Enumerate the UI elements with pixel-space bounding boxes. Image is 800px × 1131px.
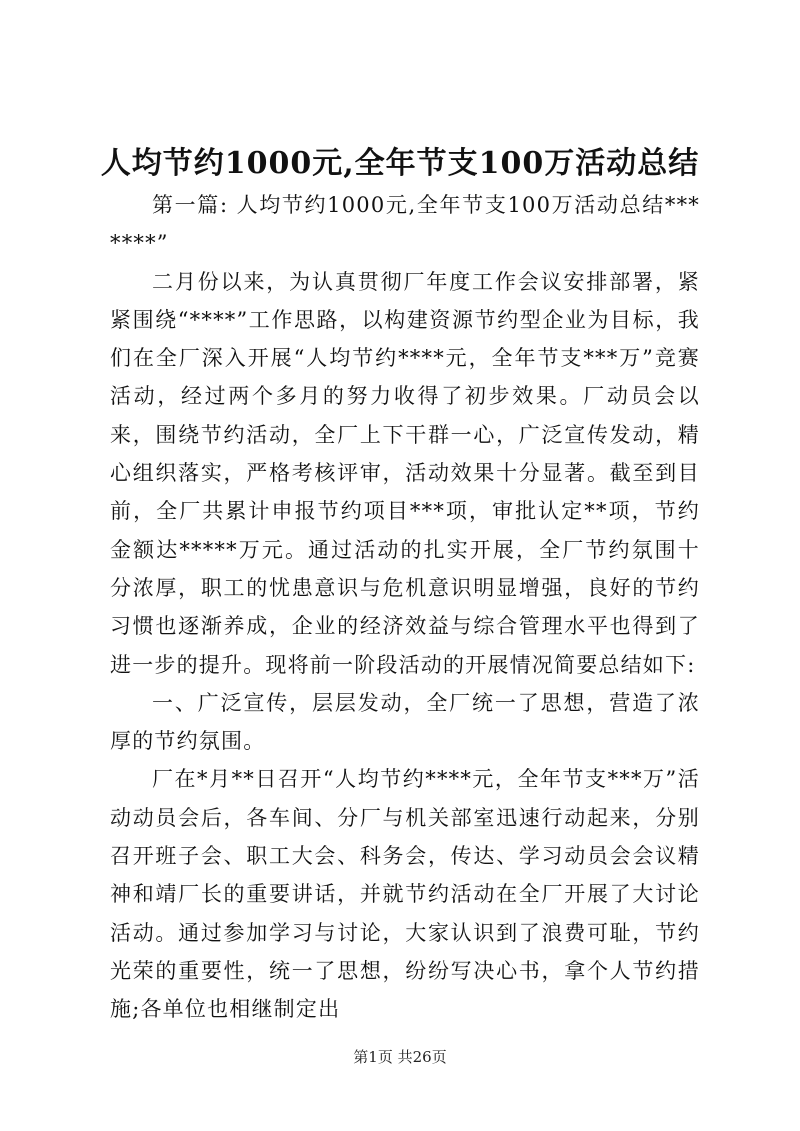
paragraph-heading-first-article: 第一篇: 人均节约1000元,全年节支100万活动总结*******” — [110, 193, 700, 256]
paragraph-section-one-body: 厂在*月**日召开“人均节约****元，全年节支***万”活动动员会后，各车间、分厂与机关部室迅速行动起来，分别召开班子会、职工大会、科务会，传达、学习动员会会议精神和靖厂长的重要讲话，并就节约活动在全厂开展了大讨论活动。通过参加学习与讨论，大家认识到了浪费可耻，节约光荣的重要性，统一了思想，纷纷写决心书，拿个人节约措施;各单位也相继制定出 — [110, 767, 700, 1022]
paragraph-summary-intro: 二月份以来，为认真贯彻厂年度工作会议安排部署，紧紧围绕“****”工作思路，以构建资源节约型企业为目标，我们在全厂深入开展“人均节约****元，全年节支***万”竞赛活动，经过两个多月的努力收得了初步效果。厂动员会以来，围绕节约活动，全厂上下干群一心，广泛宣传发动，精心组织落实，严格考核评审，活动效果十分显著。截至到目前，全厂共累计申报节约项目***项，审批认定**项，节约金额达*****万元。通过活动的扎实开展，全厂节约氛围十分浓厚，职工的忧患意识与危机意识明显增强，良好的节约习惯也逐渐养成，企业的经济效益与综合管理水平也得到了进一步的提升。现将前一阶段活动的开展情况简要总结如下: — [110, 269, 700, 677]
page-number-footer: 第1页 共26页 — [353, 1048, 447, 1066]
document-title: 人均节约1000元,全年节支100万活动总结 — [100, 146, 700, 181]
document-body — [110, 186, 700, 1029]
paragraph-section-one-heading: 一、广泛宣传，层层发动，全厂统一了思想，营造了浓厚的节约氛围。 — [110, 690, 700, 754]
